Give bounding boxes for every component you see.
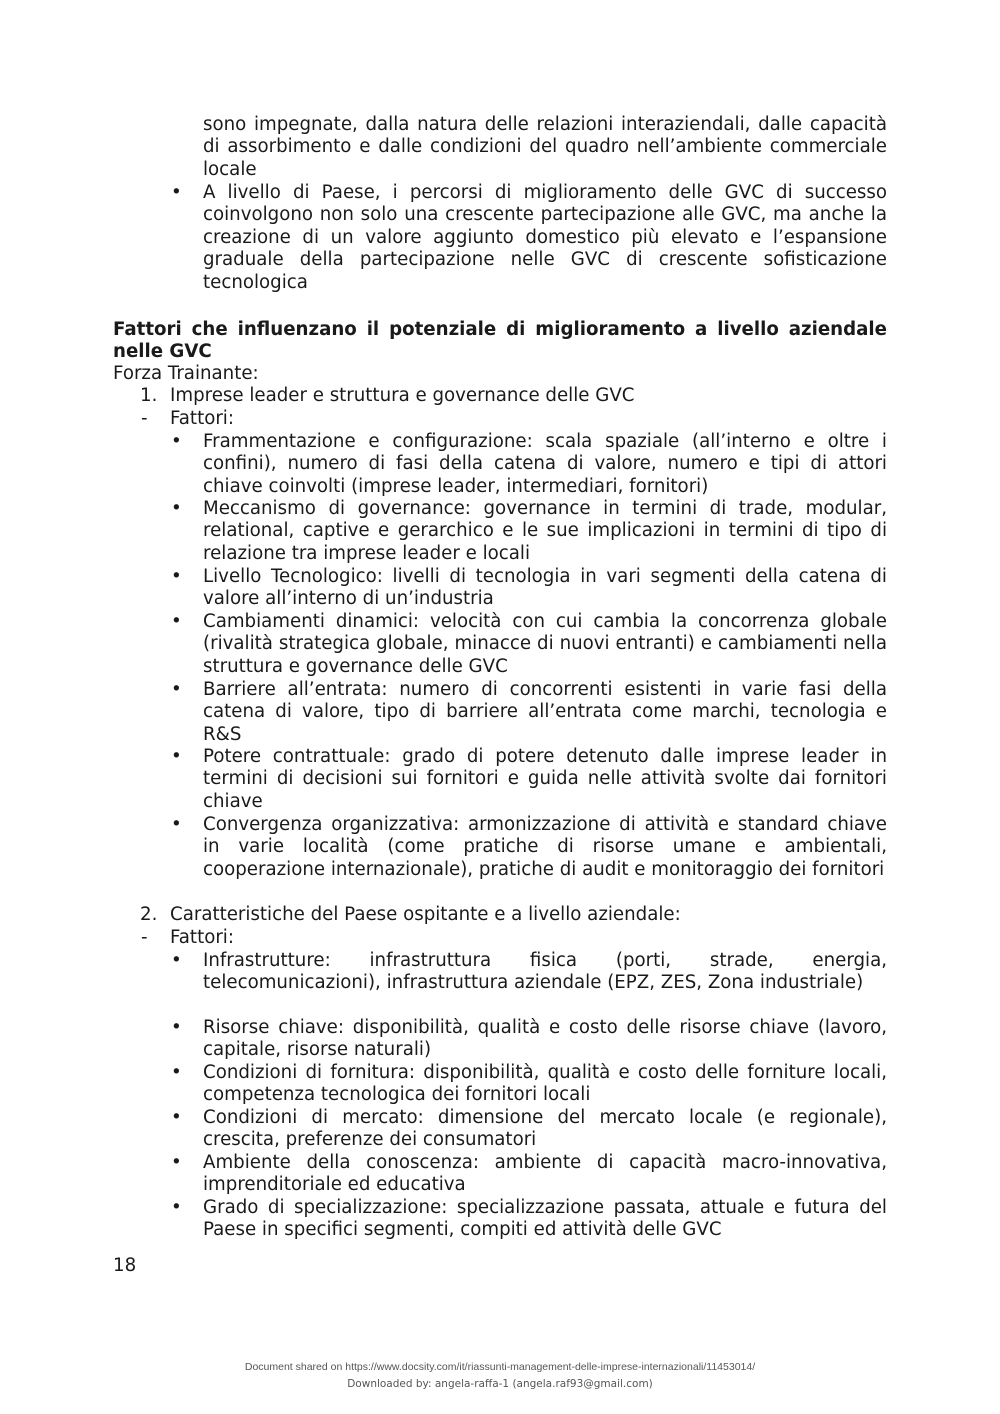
list-item: Risorse chiave: disponibilità, qualità e costo delle risorse chiave (lavoro, capitale, risorse naturali) [203,1017,887,1061]
factors-label: Fattori: [170,927,234,948]
list-item: Meccanismo di governance: governance in termini di trade, modular, relational, captive e gerarchico e le sue implicazioni in termini di tipo di relazione tra imprese leader e locali [203,498,887,564]
item-title: Imprese leader e struttura e governance delle GVC [170,385,635,406]
page-number: 18 [113,1255,137,1276]
list-item: Livello Tecnologico: livelli di tecnologia in vari segmenti della catena di valore all’interno di un’industria [203,566,887,610]
list-item: Convergenza organizzativa: armonizzazione di attività e standard chiave in varie località (come pratiche di risorse umane e ambientali, cooperazione internazionale), pratiche di audit e monitoraggio dei fornitori [203,814,887,880]
bullet-icon: • [171,431,182,452]
bullet-icon: • [171,611,182,632]
bullet-icon: • [171,1152,182,1173]
bullet-icon: • [171,950,182,971]
factors-label: Fattori: [170,408,234,429]
intro-continuation-text: sono impegnate, dalla natura delle relazioni interaziendali, dalle capacità di assorbimento e dalle condizioni del quadro nell’ambiente commerciale locale [203,114,887,180]
bullet-icon: • [171,498,182,519]
bullet-icon: • [171,814,182,835]
section-heading: Fattori che influenzano il potenziale di miglioramento a livello aziendale nelle GVC [113,319,887,363]
bullet-icon: • [171,1062,182,1083]
list-item: Potere contrattuale: grado di potere detenuto dalle imprese leader in termini di decisioni sui fornitori e guida nelle attività svolte dai fornitori chiave [203,746,887,812]
list-item: Condizioni di mercato: dimensione del mercato locale (e regionale), crescita, preferenze dei consumatori [203,1107,887,1151]
list-item: Ambiente della conoscenza: ambiente di capacità macro-innovativa, imprenditoriale ed educativa [203,1152,887,1196]
list-item: Frammentazione e configurazione: scala spaziale (all’interno e oltre i confini), numero di fasi della catena di valore, numero e tipi di attori chiave coinvolti (imprese leader, intermediari, fornitori) [203,431,887,497]
item-title: Caratteristiche del Paese ospitante e a livello aziendale: [170,904,681,925]
bullet-icon: • [171,679,182,700]
bullet-icon: • [171,1197,182,1218]
dash-marker: - [141,408,148,429]
bullet-icon: • [171,182,182,203]
list-item: Condizioni di fornitura: disponibilità, qualità e costo delle forniture locali, competenza tecnologica dei fornitori locali [203,1062,887,1106]
footer-downloaded-by: Downloaded by: angela-raffa-1 (angela.raf93@gmail.com) [347,1378,653,1390]
list-item: Barriere all’entrata: numero di concorrenti esistenti in varie fasi della catena di valore, tipo di barriere all’entrata come marchi, tecnologia e R&S [203,679,887,745]
bullet-icon: • [171,566,182,587]
driver-label: Forza Trainante: [113,363,259,384]
bullet-icon: • [171,746,182,767]
intro-bullet-text: A livello di Paese, i percorsi di miglioramento delle GVC di successo coinvolgono non solo una crescente partecipazione alle GVC, ma anche la creazione di un valore aggiunto domestico più elevato e l’espansione graduale della partecipazione nelle GVC di crescente sofisticazione tecnologica [203,182,887,293]
item-number: 2. [140,904,158,925]
dash-marker: - [141,927,148,948]
footer-shared-link[interactable]: Document shared on https://www.docsity.com/it/riassunti-management-delle-imprese-internazionali/11453014/ [244,1361,756,1373]
bullet-icon: • [171,1107,182,1128]
list-item: Cambiamenti dinamici: velocità con cui cambia la concorrenza globale (rivalità strategica globale, minacce di nuovi entranti) e cambiamenti nella struttura e governance delle GVC [203,611,887,677]
item-number: 1. [140,385,158,406]
bullet-icon: • [171,1017,182,1038]
list-item: Grado di specializzazione: specializzazione passata, attuale e futura del Paese in specifici segmenti, compiti ed attività delle GVC [203,1197,887,1241]
list-item: Infrastrutture: infrastruttura fisica (porti, strade, energia, telecomunicazioni), infrastruttura aziendale (EPZ, ZES, Zona industriale) [203,950,887,994]
